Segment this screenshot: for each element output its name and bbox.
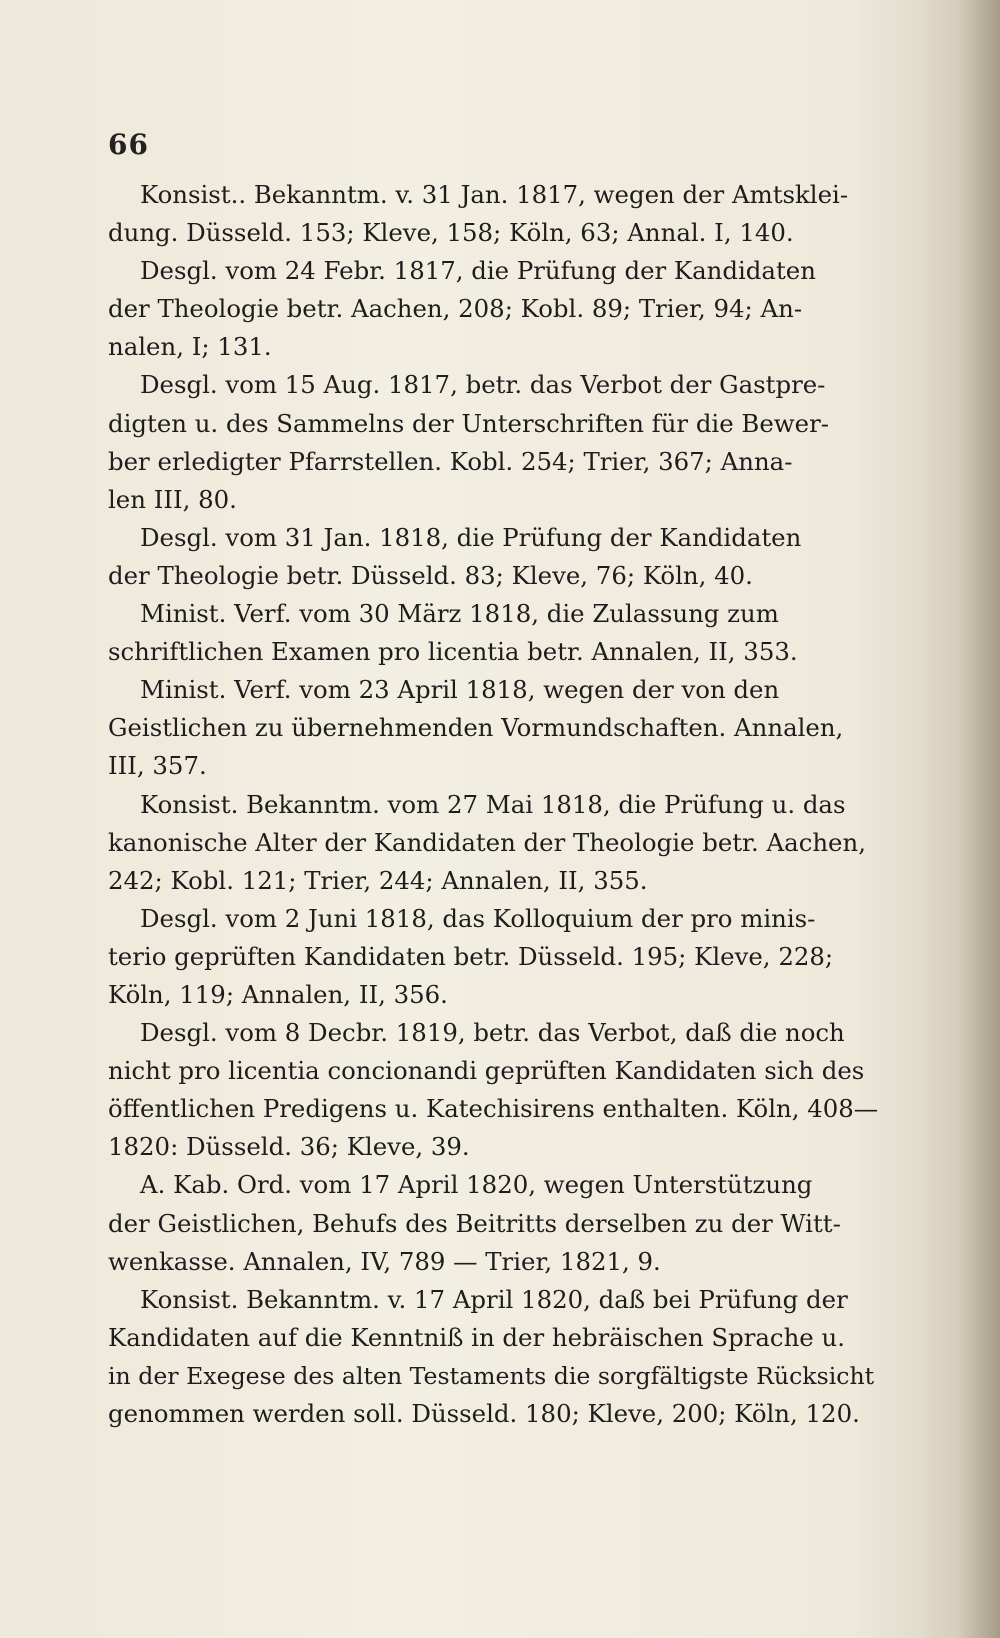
- text-line: terio geprüften Kandidaten betr. Düsseld. 195; Kleve, 228;: [108, 941, 834, 971]
- text-line: 1820: Düsseld. 36; Kleve, 39.: [108, 1132, 470, 1162]
- text-line: Desgl. vom 15 Aug. 1817, betr. das Verbot der Gastpre-: [140, 370, 826, 400]
- text-line: der Theologie betr. Aachen, 208; Kobl. 89; Trier, 94; An-: [108, 294, 803, 324]
- text-line: Desgl. vom 8 Decbr. 1819, betr. das Verbot, daß die noch: [140, 1018, 845, 1048]
- text-line: öffentlichen Predigens u. Katechisirens enthalten. Köln, 408—: [108, 1094, 879, 1124]
- text-line: Desgl. vom 31 Jan. 1818, die Prüfung der Kandidaten: [140, 522, 802, 552]
- text-line: Konsist. Bekanntm. v. 17 April 1820, daß bei Prüfung der: [140, 1284, 848, 1314]
- text-line: 242; Kobl. 121; Trier, 244; Annalen, II, 355.: [108, 865, 648, 895]
- text-line: len III, 80.: [108, 484, 237, 514]
- text-line: III, 357.: [108, 751, 207, 781]
- text-line: Köln, 119; Annalen, II, 356.: [108, 979, 448, 1009]
- page-gutter-shadow: [922, 0, 1000, 1638]
- text-line: Konsist. Bekanntm. vom 27 Mai 1818, die Prüfung u. das: [140, 789, 846, 819]
- text-line: der Theologie betr. Düsseld. 83; Kleve, 76; Köln, 40.: [108, 560, 753, 590]
- page-number: 66: [108, 128, 149, 161]
- text-line: in der Exegese des alten Testaments die sorgfältigste Rücksicht: [108, 1361, 875, 1390]
- text-line: wenkasse. Annalen, IV, 789 — Trier, 1821, 9.: [108, 1246, 661, 1276]
- text-line: Konsist.. Bekanntm. v. 31 Jan. 1817, wegen der Amtsklei-: [140, 180, 849, 209]
- text-line: digten u. des Sammelns der Unterschriften für die Bewer-: [108, 408, 829, 438]
- text-line: kanonische Alter der Kandidaten der Theologie betr. Aachen,: [108, 827, 866, 857]
- text-line: schriftlichen Examen pro licentia betr. Annalen, II, 353.: [108, 637, 798, 667]
- text-line: Minist. Verf. vom 23 April 1818, wegen der von den: [140, 675, 780, 705]
- text-line: nalen, I; 131.: [108, 332, 272, 362]
- text-line: genommen werden soll. Düsseld. 180; Kleve, 200; Köln, 120.: [108, 1399, 860, 1428]
- text-line: Desgl. vom 2 Juni 1818, das Kolloquium der pro minis-: [140, 903, 816, 933]
- text-line: Minist. Verf. vom 30 März 1818, die Zulassung zum: [140, 599, 779, 629]
- text-line: nicht pro licentia concionandi geprüften Kandidaten sich des: [108, 1056, 865, 1086]
- text-line: Desgl. vom 24 Febr. 1817, die Prüfung der Kandidaten: [140, 256, 816, 286]
- text-line: der Geistlichen, Behufs des Beitritts derselben zu der Witt-: [108, 1208, 841, 1238]
- text-line: A. Kab. Ord. vom 17 April 1820, wegen Unterstützung: [140, 1170, 813, 1200]
- text-line: dung. Düsseld. 153; Kleve, 158; Köln, 63; Annal. I, 140.: [108, 218, 794, 248]
- text-line: ber erledigter Pfarrstellen. Kobl. 254; Trier, 367; Anna-: [108, 446, 793, 476]
- body-text: [108, 176, 886, 1433]
- text-line: Kandidaten auf die Kenntniß in der hebräischen Sprache u.: [108, 1322, 845, 1352]
- text-line: Geistlichen zu übernehmenden Vormundschaften. Annalen,: [108, 713, 844, 743]
